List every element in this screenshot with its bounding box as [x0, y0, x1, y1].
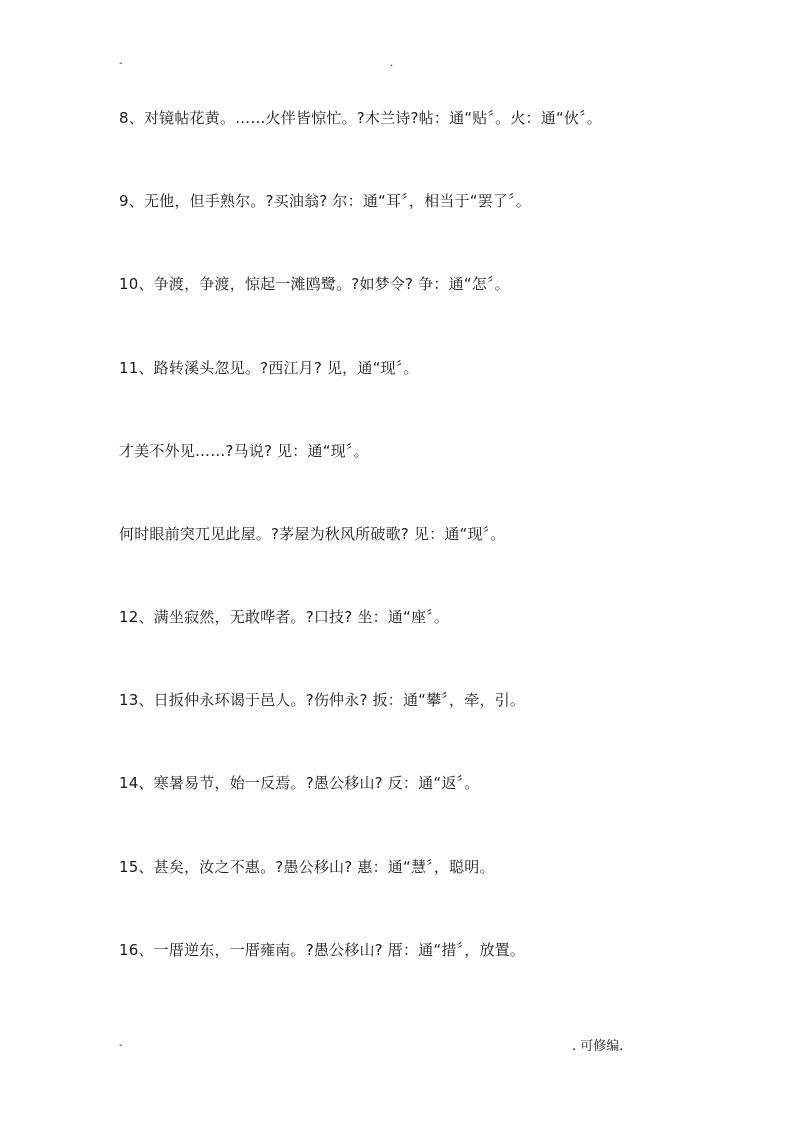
document-line: 16、一厝逆东，一厝雍南。?愚公移山? 厝：通“措〞，放置。 [119, 941, 526, 959]
document-line: 10、争渡，争渡，惊起一滩鸥鹭。?如梦令? 争：通“怎〞。 [119, 275, 510, 293]
footer-note: . 可修编. [572, 1039, 624, 1054]
document-line: 何时眼前突兀见此屋。?茅屋为秋风所破歌? 见：通“现〞。 [119, 525, 506, 543]
document-line: 11、路转溪头忽见。?西江月? 见，通“现〞。 [119, 359, 419, 377]
header-left-mark: - [119, 58, 123, 69]
document-line: 15、甚矣，汝之不惠。?愚公移山? 惠：通“慧〞，聪明。 [119, 858, 495, 876]
footer-left-mark: - [119, 1040, 123, 1051]
document-line: 12、满坐寂然，无敢哗者。?口技? 坐：通“座〞。 [119, 608, 450, 626]
document-line: 13、日扳仲永环谒于邑人。?伤仲永? 扳：通“攀〞，牵，引。 [119, 691, 526, 709]
document-line: 才美不外见……?马说? 见：通“现〞。 [119, 442, 369, 460]
header-center-mark: . [390, 58, 394, 69]
document-line: 8、对镜帖花黄。……火伴皆惊忙。?木兰诗?帖：通“贴〞。火：通“伙〞。 [119, 109, 603, 127]
document-line: 9、无他，但手熟尔。?买油翁? 尔：通“耳〞，相当于“罢了〞。 [119, 192, 531, 210]
document-line: 14、寒暑易节，始一反焉。?愚公移山? 反：通“返〞。 [119, 774, 480, 792]
